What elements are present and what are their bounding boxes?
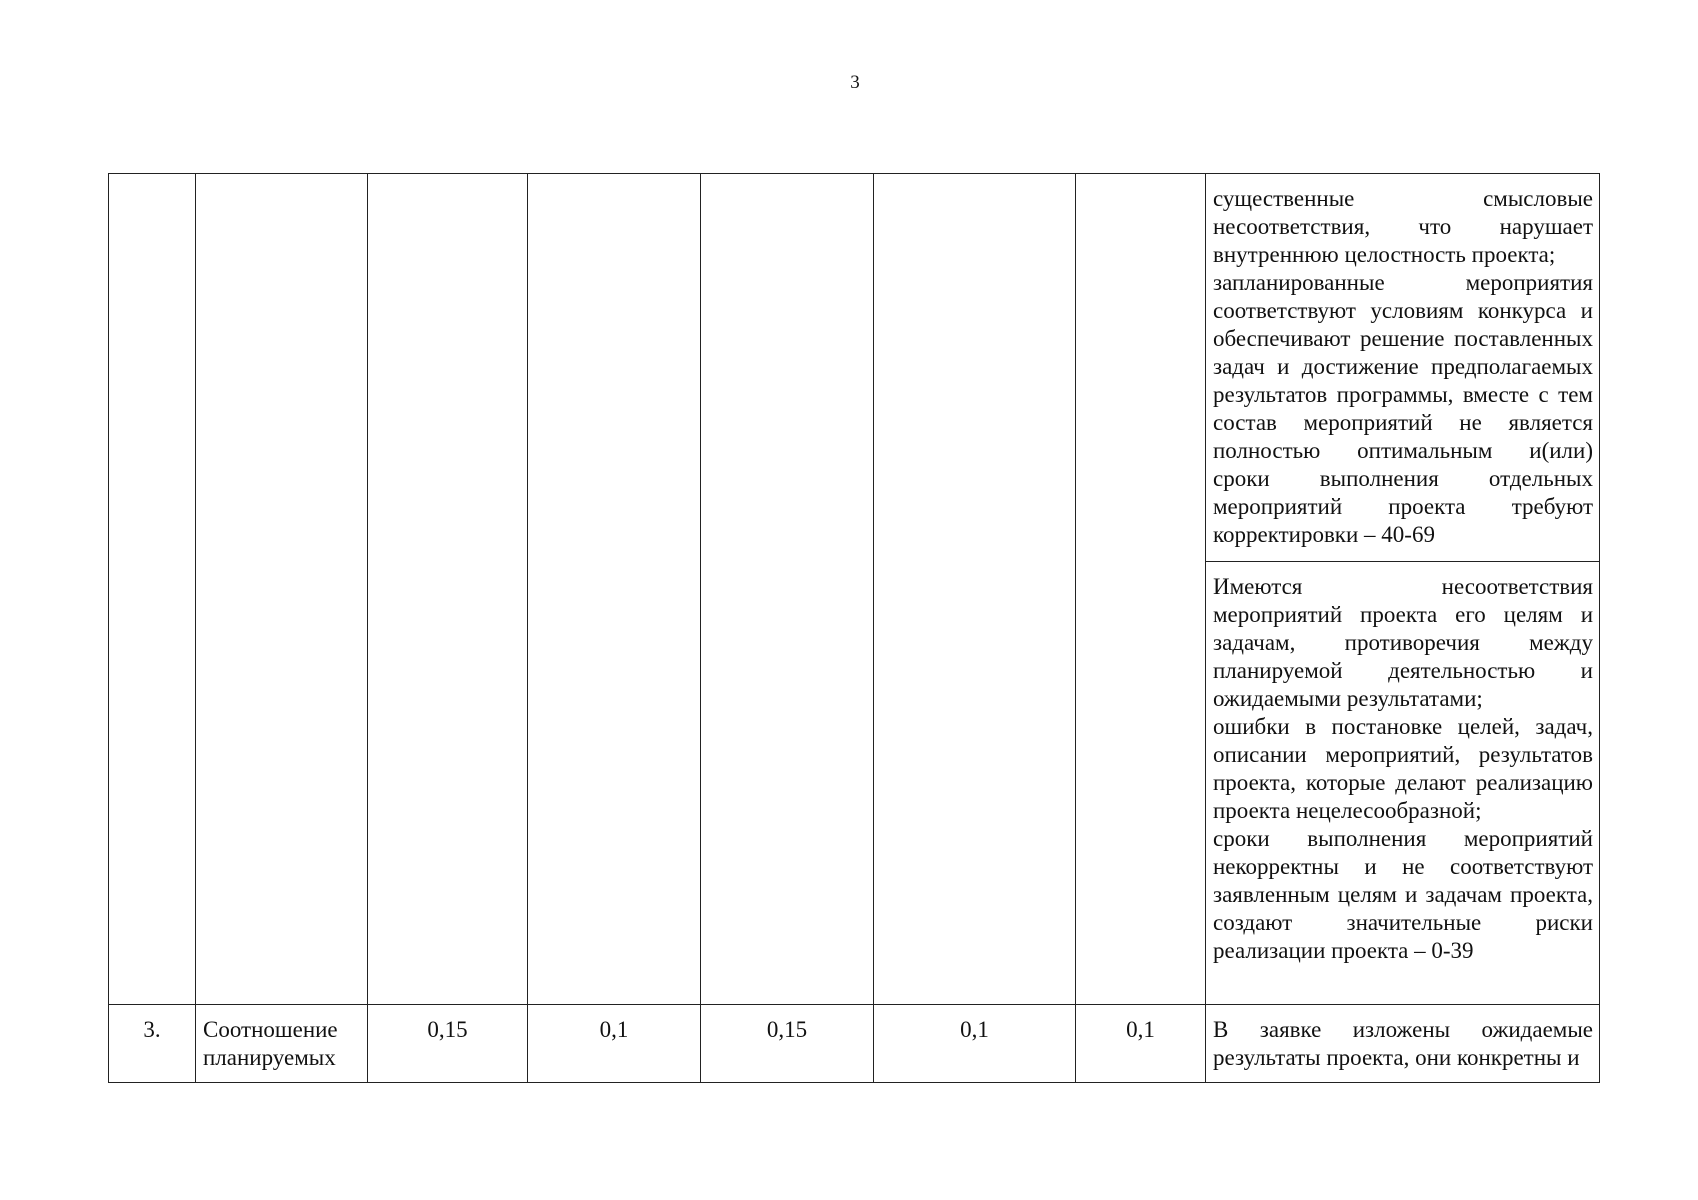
weight-cell-empty-5	[1076, 174, 1206, 1005]
table-row-3	[109, 1005, 1600, 1083]
page-number: 3	[850, 72, 860, 93]
table-row-continued-part-1	[109, 174, 1600, 562]
weight-cell-empty-2	[528, 174, 701, 1005]
criterion-name: Соотношение планируемых	[196, 1005, 368, 1083]
weight-value-2: 0,1	[528, 1005, 701, 1083]
description-cell-row-3	[1206, 1005, 1600, 1083]
description-paragraph: В заявке изложены ожидаемые результаты проекта, они конкретны и	[1213, 1017, 1593, 1070]
weight-cell-empty-4	[874, 174, 1076, 1005]
number-cell-empty	[109, 174, 196, 1005]
weight-value-1: 0,15	[368, 1005, 528, 1083]
weight-value-3: 0,15	[701, 1005, 874, 1083]
weight-value-4: 0,1	[874, 1005, 1076, 1083]
row-number: 3.	[109, 1005, 196, 1083]
description-paragraph: Имеются несоответствия мероприятий проекта его целям и задачам, противоречия между планируемой деятельностью и ожидаемыми результатами;	[1213, 574, 1593, 711]
name-cell-empty	[196, 174, 368, 1005]
description-paragraph: сроки выполнения мероприятий некорректны и не соответствуют заявленным целям и задачам проекта, создают значительные риски реализации проекта – 0-39	[1213, 826, 1593, 963]
weight-value-5: 0,1	[1076, 1005, 1206, 1083]
weight-cell-empty-1	[368, 174, 528, 1005]
description-paragraph: запланированные мероприятия соответствуют условиям конкурса и обеспечивают решение поставленных задач и достижение предполагаемых результатов программы, вместе с тем состав мероприятий не является полностью оптимальным и(или) сроки выполнения отдельных мероприятий проекта требуют корректировки – 40-69	[1213, 270, 1593, 547]
description-cell-score-0-39	[1206, 562, 1600, 1005]
weight-cell-empty-3	[701, 174, 874, 1005]
description-paragraph: ошибки в постановке целей, задач, описании мероприятий, результатов проекта, которые делают реализацию проекта нецелесообразной;	[1213, 714, 1593, 823]
description-cell-score-40-69	[1206, 174, 1600, 562]
criteria-table	[108, 173, 1600, 1083]
description-paragraph: существенные смысловые несоответствия, что нарушает внутреннюю целостность проекта;	[1213, 186, 1593, 267]
